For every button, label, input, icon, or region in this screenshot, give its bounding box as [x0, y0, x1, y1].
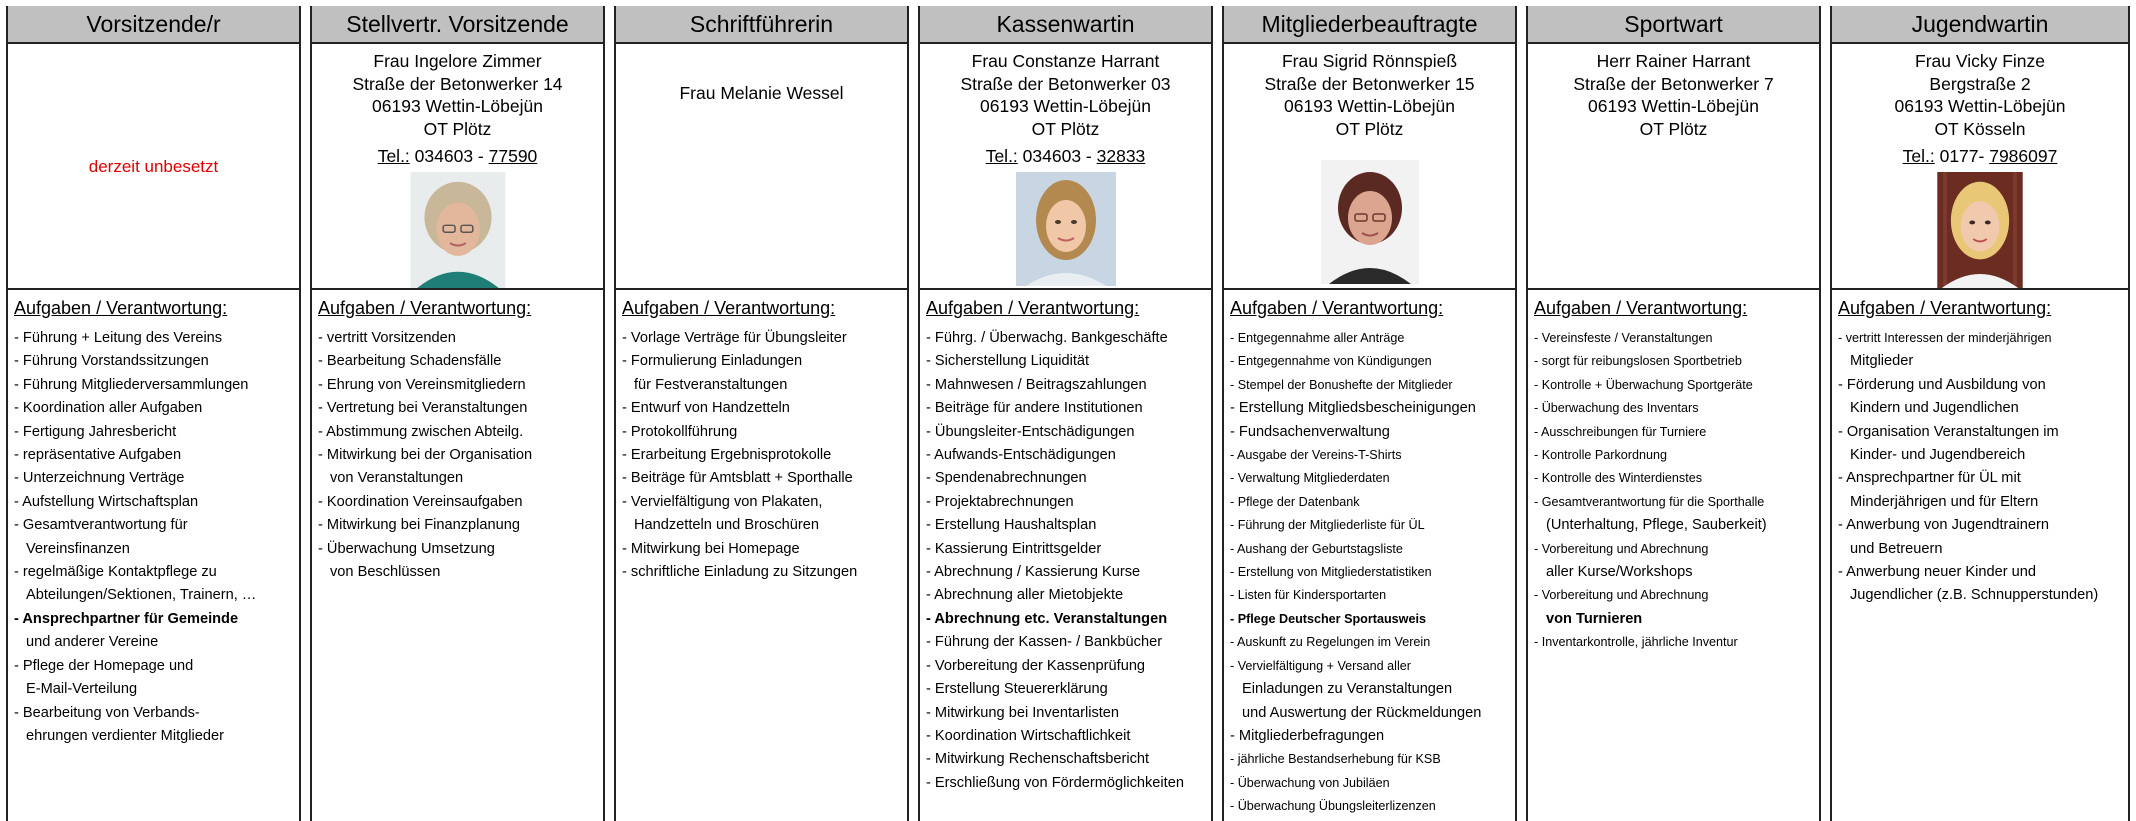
task-item: - Aufwands-Entschädigungen	[926, 447, 1116, 464]
address-district: OT Plötz	[1031, 118, 1100, 139]
task-item: von Beschlüssen	[330, 564, 441, 581]
task-item: - Beiträge für andere Institutionen	[926, 400, 1143, 417]
address-street: Straße der Betonwerker 14	[352, 73, 563, 94]
task-item: - Auskunft zu Regelungen im Verein	[1230, 635, 1431, 650]
address-district: OT Plötz	[1639, 118, 1708, 139]
tasks-section	[1832, 290, 2128, 608]
task-item: Minderjährigen und für Eltern	[1850, 493, 2039, 510]
tasks-section	[1528, 290, 1819, 655]
task-item: - Vervielfältigung + Versand aller	[1230, 658, 1411, 673]
portrait-photo	[1321, 160, 1419, 284]
contact-name: Herr Rainer Harrant	[1596, 51, 1751, 71]
task-item: - Entgegennahme von Kündigungen	[1230, 354, 1432, 369]
task-item: - jährliche Bestandserhebung für KSB	[1230, 752, 1441, 767]
task-item: - Führung + Leitung des Vereins	[14, 330, 223, 346]
address-city: 06193 Wettin-Löbejün	[1284, 96, 1455, 116]
task-item: von Turnieren	[1546, 610, 1643, 627]
contact-block	[8, 44, 299, 290]
task-item: - Abstimmung zwischen Abteilg.	[318, 423, 524, 440]
task-item: - Erschließung von Fördermöglichkeiten	[926, 774, 1184, 791]
task-item: - Mitwirkung bei der Organisation	[318, 447, 533, 464]
task-item: ehrungen verdienter Mitglieder	[26, 727, 224, 744]
task-item: - Führung Mitgliederversammlungen	[14, 376, 249, 393]
task-item: - Führg. / Überwachg. Bankgeschäfte	[926, 330, 1168, 346]
phone-number: 77590	[488, 146, 538, 166]
task-item: Vereinsfinanzen	[26, 540, 130, 557]
column-vorsitzende	[6, 6, 301, 821]
phone-label: Tel.:	[985, 146, 1018, 166]
task-item: - Kontrolle + Überwachung Sportgeräte	[1534, 377, 1753, 392]
task-item: - schriftliche Einladung zu Sitzungen	[622, 564, 858, 581]
task-item: - Abrechnung etc. Veranstaltungen	[926, 610, 1168, 627]
task-item: - Anwerbung neuer Kinder und	[1838, 564, 2036, 581]
task-item: - Abrechnung aller Mietobjekte	[926, 587, 1124, 604]
column-title: Kassenwartin	[920, 6, 1211, 44]
task-item: - Mitwirkung bei Homepage	[622, 540, 800, 557]
task-item: und anderer Vereine	[26, 634, 159, 651]
portrait-photo	[1016, 172, 1116, 286]
task-item: Handzetteln und Broschüren	[634, 517, 819, 534]
contact-name: Frau Ingelore Zimmer	[373, 51, 542, 71]
phone-prefix: 034603 -	[1017, 146, 1097, 166]
address-district: OT Plötz	[423, 118, 492, 139]
task-item: - Vertretung bei Veranstaltungen	[318, 400, 528, 417]
task-item: - Führung der Kassen- / Bankbücher	[926, 634, 1163, 651]
task-item: - Mitwirkung Rechenschaftsbericht	[926, 751, 1150, 768]
portrait-photo	[1936, 172, 2024, 289]
contact-block	[1528, 44, 1819, 290]
task-item: - Aushang der Geburtstagsliste	[1230, 541, 1403, 556]
task-item: - Überwachung von Jubiläen	[1230, 775, 1390, 790]
contact-name: Frau Sigrid Rönnspieß	[1281, 51, 1458, 71]
task-item: - Übungsleiter-Entschädigungen	[926, 423, 1135, 440]
task-item: - vertritt Interessen der minderjährigen	[1838, 331, 2052, 345]
column-schriftfuehrerin	[614, 6, 909, 821]
task-item: - Pflege der Datenbank	[1230, 494, 1360, 509]
task-item: - Ansprechpartner für Gemeinde	[14, 610, 239, 627]
column-jugendwartin	[1830, 6, 2130, 821]
task-item: - Ansprechpartner für ÜL mit	[1838, 470, 2021, 487]
task-item: Mitglieder	[1850, 353, 1914, 370]
task-item: - Vervielfältigung von Plakaten,	[622, 493, 823, 510]
task-item: - Unterzeichnung Verträge	[14, 470, 185, 487]
column-title: Sportwart	[1528, 6, 1819, 44]
task-item: - Entwurf von Handzetteln	[622, 400, 790, 417]
tasks-section	[1224, 290, 1515, 819]
task-item: - Erstellung Mitgliedsbescheinigungen	[1230, 400, 1476, 417]
task-item: - Formulierung Einladungen	[622, 353, 803, 370]
task-item: - Gesamtverantwortung für die Sporthalle	[1534, 494, 1765, 509]
task-item: Kinder- und Jugendbereich	[1850, 447, 2026, 464]
tasks-title: Aufgaben / Verantwortung:	[1534, 298, 1748, 318]
column-title: Stellvertr. Vorsitzende	[312, 6, 603, 44]
task-item: - Abrechnung / Kassierung Kurse	[926, 564, 1141, 581]
task-item: - regelmäßige Kontaktpflege zu	[14, 564, 217, 581]
phone-line	[986, 145, 1146, 168]
vacancy-note: derzeit unbesetzt	[88, 156, 219, 176]
contact-name: Frau Melanie Wessel	[679, 83, 844, 103]
task-item: - Koordination Wirtschaftlichkeit	[926, 727, 1131, 744]
contact-block	[920, 44, 1211, 290]
task-item: - Mitgliederbefragungen	[1230, 727, 1385, 744]
column-kassenwartin	[918, 6, 1213, 821]
column-mitgliederbeauftragte	[1222, 6, 1517, 821]
task-item: - Pflege Deutscher Sportausweis	[1230, 611, 1426, 626]
contact-name: Frau Vicky Finze	[1915, 51, 2045, 71]
task-item: - Überwachung Umsetzung	[318, 540, 495, 557]
task-item: - Ausgabe der Vereins-T-Shirts	[1230, 448, 1402, 463]
phone-line	[378, 145, 538, 168]
task-item: - Protokollführung	[622, 423, 738, 440]
address-district: OT Kösseln	[1934, 118, 2026, 139]
address-street: Bergstraße 2	[1929, 73, 2031, 94]
task-item: (Unterhaltung, Pflege, Sauberkeit)	[1546, 517, 1767, 534]
task-item: - Kontrolle des Winterdienstes	[1534, 471, 1702, 486]
column-stellvertr-vorsitzende	[310, 6, 605, 821]
task-item: - Mitwirkung bei Inventarlisten	[926, 704, 1120, 721]
task-item: aller Kurse/Workshops	[1546, 564, 1693, 581]
phone-prefix: 0177-	[1934, 146, 1990, 166]
task-item: - Mahnwesen / Beitragszahlungen	[926, 376, 1147, 393]
column-title: Schriftführerin	[616, 6, 907, 44]
task-item: von Veranstaltungen	[330, 470, 464, 487]
tasks-title: Aufgaben / Verantwortung:	[318, 298, 532, 318]
task-item: Abteilungen/Sektionen, Trainern, …	[26, 587, 257, 604]
task-item: - Koordination aller Aufgaben	[14, 400, 203, 417]
tasks-title: Aufgaben / Verantwortung:	[622, 298, 836, 318]
task-item: - Vorbereitung der Kassenprüfung	[926, 657, 1146, 674]
task-item: und Auswertung der Rückmeldungen	[1242, 704, 1482, 721]
task-item: für Festveranstaltungen	[634, 376, 788, 393]
task-item: - Beiträge für Amtsblatt + Sporthalle	[622, 470, 853, 487]
task-item: - Mitwirkung bei Finanzplanung	[318, 517, 520, 534]
task-item: und Betreuern	[1850, 540, 1943, 557]
task-item: - Verwaltung Mitgliederdaten	[1230, 471, 1390, 486]
address-city: 06193 Wettin-Löbejün	[1588, 96, 1759, 116]
task-item: - Vorbereitung und Abrechnung	[1534, 541, 1709, 556]
contact-block	[1224, 44, 1515, 290]
column-title: Mitgliederbeauftragte	[1224, 6, 1515, 44]
tasks-section	[920, 290, 1211, 795]
task-item: - Kontrolle Parkordnung	[1534, 448, 1668, 463]
task-item: - Entgegennahme aller Anträge	[1230, 331, 1405, 345]
contact-block	[312, 44, 603, 290]
task-item: - Überwachung des Inventars	[1534, 401, 1699, 416]
task-item: Jugendlicher (z.B. Schnupperstunden)	[1850, 587, 2099, 604]
task-item: Einladungen zu Veranstaltungen	[1242, 681, 1453, 698]
task-item: - Sicherstellung Liquidität	[926, 353, 1090, 370]
task-item: - Ehrung von Vereinsmitgliedern	[318, 376, 526, 393]
task-item: - Vorlage Verträge für Übungsleiter	[622, 330, 847, 346]
task-item: - sorgt für reibungslosen Sportbetrieb	[1534, 354, 1742, 369]
task-item: - Führung Vorstandssitzungen	[14, 353, 209, 370]
task-item: - Pflege der Homepage und	[14, 657, 194, 674]
task-item: - Ausschreibungen für Turniere	[1534, 424, 1707, 439]
task-item: - Überwachung Übungsleiterlizenzen	[1230, 799, 1436, 814]
task-item: Kindern und Jugendlichen	[1850, 400, 2019, 417]
task-item: - Bearbeitung von Verbands-	[14, 704, 200, 721]
column-sportwart	[1526, 6, 1821, 821]
address-street: Straße der Betonwerker 7	[1573, 73, 1774, 94]
contact-block	[616, 44, 907, 290]
tasks-title: Aufgaben / Verantwortung:	[1230, 298, 1444, 318]
task-item: - Listen für Kindersportarten	[1230, 588, 1387, 603]
task-item: - Vorbereitung und Abrechnung	[1534, 588, 1709, 603]
task-item: - Erarbeitung Ergebnisprotokolle	[622, 447, 832, 464]
tasks-section	[312, 290, 603, 584]
phone-number: 7986097	[1989, 146, 2058, 166]
tasks-title: Aufgaben / Verantwortung:	[1838, 298, 2052, 318]
portrait-photo	[410, 172, 506, 289]
task-item: - Koordination Vereinsaufgaben	[318, 493, 523, 510]
task-item: - Fertigung Jahresbericht	[14, 423, 177, 440]
phone-label: Tel.:	[377, 146, 410, 166]
task-item: - Spendenabrechnungen	[926, 470, 1087, 487]
task-item: - Erstellung von Mitgliederstatistiken	[1230, 565, 1432, 580]
tasks-title: Aufgaben / Verantwortung:	[14, 298, 228, 318]
address-city: 06193 Wettin-Löbejün	[980, 96, 1151, 116]
task-item: E-Mail-Verteilung	[26, 681, 138, 698]
task-item: - Vereinsfeste / Veranstaltungen	[1534, 331, 1713, 345]
task-item: - Erstellung Steuererklärung	[926, 681, 1108, 698]
contact-block	[1832, 44, 2128, 290]
task-item: - Organisation Veranstaltungen im	[1838, 423, 2059, 440]
task-item: - Führung der Mitgliederliste für ÜL	[1230, 518, 1425, 533]
task-item: - repräsentative Aufgaben	[14, 447, 182, 464]
task-item: - Inventarkontrolle, jährliche Inventur	[1534, 635, 1738, 650]
task-item: - Förderung und Ausbildung von	[1838, 376, 2046, 393]
address-district: OT Plötz	[1335, 118, 1404, 139]
column-title: Jugendwartin	[1832, 6, 2128, 44]
task-item: - vertritt Vorsitzenden	[318, 330, 456, 346]
task-item: - Anwerbung von Jugendtrainern	[1838, 517, 2049, 534]
phone-number: 32833	[1096, 146, 1146, 166]
address-city: 06193 Wettin-Löbejün	[1894, 96, 2066, 116]
task-item: - Stempel der Bonushefte der Mitglieder	[1230, 377, 1453, 392]
phone-label: Tel.:	[1902, 146, 1935, 166]
address-street: Straße der Betonwerker 15	[1264, 73, 1475, 94]
task-item: - Projektabrechnungen	[926, 493, 1074, 510]
tasks-section	[8, 290, 299, 748]
task-item: - Fundsachenverwaltung	[1230, 423, 1390, 440]
column-title: Vorsitzende/r	[8, 6, 299, 44]
task-item: - Aufstellung Wirtschaftsplan	[14, 493, 199, 510]
contact-name: Frau Constanze Harrant	[971, 51, 1160, 71]
tasks-section	[616, 290, 907, 584]
task-item: - Erstellung Haushaltsplan	[926, 517, 1097, 534]
address-street: Straße der Betonwerker 03	[960, 73, 1171, 94]
address-city: 06193 Wettin-Löbejün	[372, 96, 543, 116]
tasks-title: Aufgaben / Verantwortung:	[926, 298, 1140, 318]
task-item: - Kassierung Eintrittsgelder	[926, 540, 1102, 557]
task-item: - Gesamtverantwortung für	[14, 517, 188, 534]
phone-line	[1903, 145, 2058, 168]
task-item: - Bearbeitung Schadensfälle	[318, 353, 502, 370]
phone-prefix: 034603 -	[409, 146, 489, 166]
